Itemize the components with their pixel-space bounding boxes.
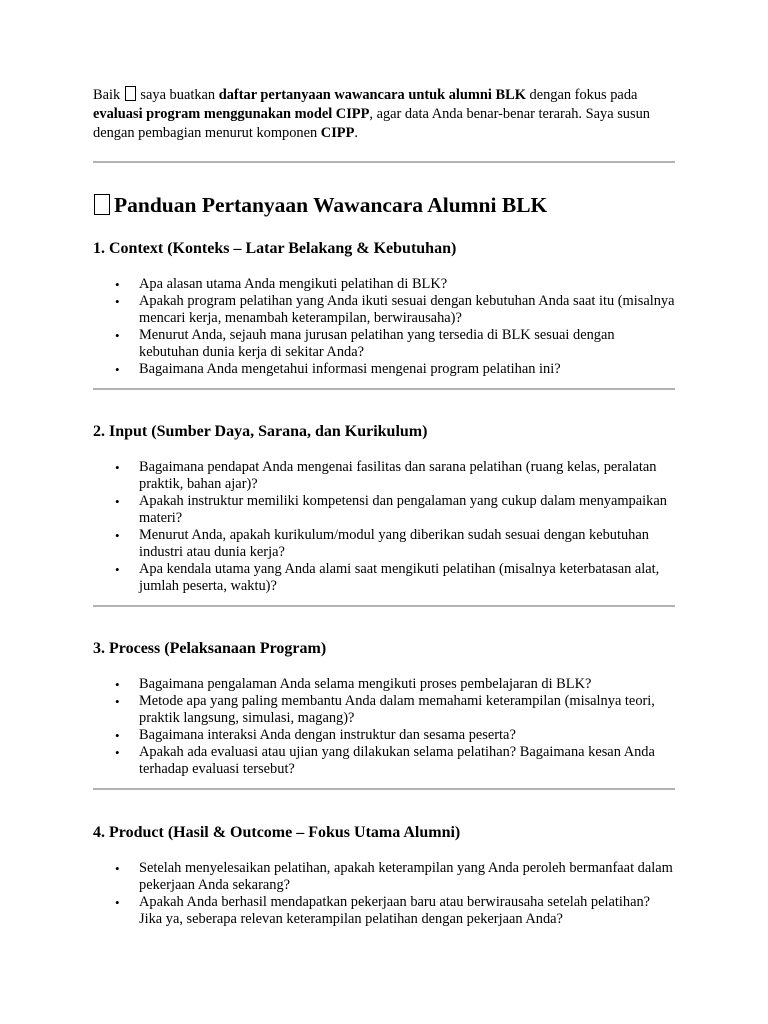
section-context xyxy=(93,239,675,390)
list-item: • Bagaimana Anda mengetahui informasi mengenai program pelatihan ini? xyxy=(93,361,675,378)
question-list xyxy=(93,276,675,378)
list-item: • Apakah ada evaluasi atau ujian yang dilakukan selama pelatihan? Bagaimana kesan Anda terhadap evaluasi tersebut? xyxy=(93,744,675,778)
intro-text-2: saya buatkan xyxy=(136,87,219,103)
intro-bold-2: evaluasi program menggunakan model CIPP xyxy=(93,106,370,122)
intro-paragraph xyxy=(93,86,675,143)
list-item: • Bagaimana pengalaman Anda selama mengikuti proses pembelajaran di BLK? xyxy=(93,676,675,693)
missing-glyph-icon xyxy=(94,194,110,215)
section-product xyxy=(93,823,675,928)
section-heading: 1. Context (Konteks – Latar Belakang & Kebutuhan) xyxy=(93,240,457,257)
section-input xyxy=(93,422,675,607)
list-item: • Apakah instruktur memiliki kompetensi dan pengalaman yang cukup dalam menyampaikan materi? xyxy=(93,493,675,527)
page-title xyxy=(93,191,675,219)
list-item: • Apakah Anda berhasil mendapatkan pekerjaan baru atau berwirausaha setelah pelatihan? Jika ya, seberapa relevan keterampilan pelatihan dengan pekerjaan Anda? xyxy=(93,894,675,928)
divider xyxy=(93,388,675,390)
divider xyxy=(93,788,675,790)
intro-text-3: dengan fokus pada xyxy=(525,87,638,103)
question-list xyxy=(93,459,675,595)
intro-bold-3: CIPP xyxy=(320,125,355,141)
section-heading: 3. Process (Pelaksanaan Program) xyxy=(93,640,327,657)
document-content xyxy=(93,86,675,928)
intro-text-4: , agar data Anda benar-benar terarah. Saya susun dengan pembagian menurut komponen xyxy=(93,106,650,141)
list-item: • Menurut Anda, sejauh mana jurusan pelatihan yang tersedia di BLK sesuai dengan kebutuhan dunia kerja di sekitar Anda? xyxy=(93,327,675,361)
list-item: • Setelah menyelesaikan pelatihan, apakah keterampilan yang Anda peroleh bermanfaat dalam pekerjaan Anda sekarang? xyxy=(93,860,675,894)
divider xyxy=(93,605,675,607)
question-list xyxy=(93,860,675,928)
intro-bold-1: daftar pertanyaan wawancara untuk alumni BLK xyxy=(218,87,526,103)
list-item: • Bagaimana interaksi Anda dengan instruktur dan sesama peserta? xyxy=(93,727,675,744)
list-item: • Menurut Anda, apakah kurikulum/modul yang diberikan sudah sesuai dengan kebutuhan industri atau dunia kerja? xyxy=(93,527,675,561)
intro-text-1: Baik xyxy=(93,87,121,103)
section-heading: 2. Input (Sumber Daya, Sarana, dan Kurikulum) xyxy=(93,423,428,440)
divider xyxy=(93,161,675,163)
list-item: • Metode apa yang paling membantu Anda dalam memahami keterampilan (misalnya teori, praktik langsung, simulasi, magang)? xyxy=(93,693,675,727)
list-item: • Apa kendala utama yang Anda alami saat mengikuti pelatihan (misalnya keterbatasan alat, jumlah peserta, waktu)? xyxy=(93,561,675,595)
section-heading: 4. Product (Hasil & Outcome – Fokus Utama Alumni) xyxy=(93,824,461,841)
section-process xyxy=(93,639,675,790)
question-list xyxy=(93,676,675,778)
list-item: • Apa alasan utama Anda mengikuti pelatihan di BLK? xyxy=(93,276,675,293)
page-title-text: Panduan Pertanyaan Wawancara Alumni BLK xyxy=(114,193,548,217)
list-item: • Bagaimana pendapat Anda mengenai fasilitas dan sarana pelatihan (ruang kelas, peralatan praktik, bahan ajar)? xyxy=(93,459,675,493)
intro-text-5: . xyxy=(354,125,358,141)
missing-glyph-icon xyxy=(125,86,136,101)
list-item: • Apakah program pelatihan yang Anda ikuti sesuai dengan kebutuhan Anda saat itu (misalnya mencari kerja, menambah keterampilan, berwirausaha)? xyxy=(93,293,675,327)
